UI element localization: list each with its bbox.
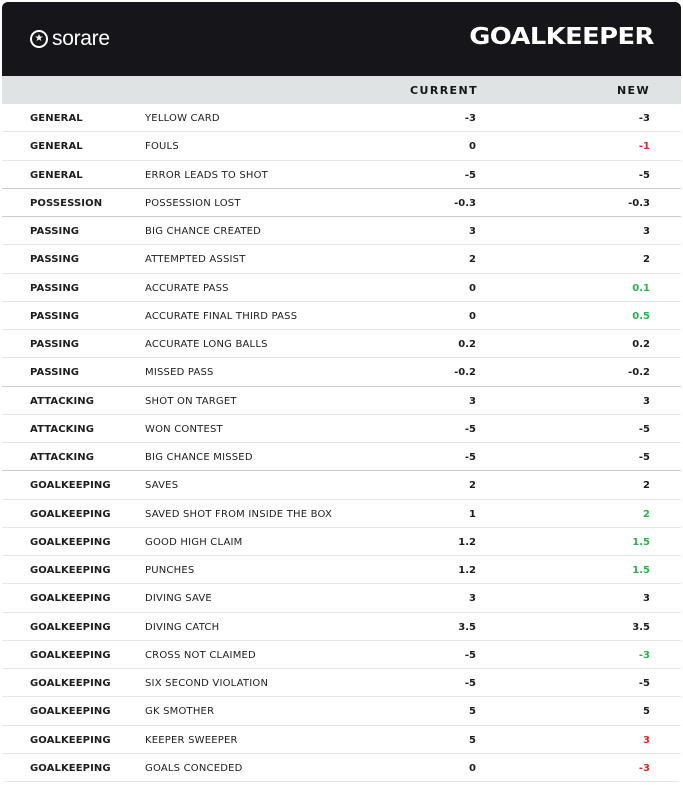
table-row (2, 132, 681, 160)
new-value-cell: 0.2 (632, 339, 650, 350)
new-value-cell: -0.3 (628, 197, 650, 209)
current-value-cell: -3 (464, 113, 476, 124)
current-value-cell: -5 (464, 169, 476, 181)
category-cell: GOALKEEPING (30, 536, 111, 548)
stat-name-cell: GOOD HIGH CLAIM (145, 536, 243, 548)
current-value-cell: 1.2 (458, 536, 476, 548)
table-row (2, 415, 681, 443)
scoring-card (2, 2, 681, 783)
new-value-cell: 2 (643, 480, 650, 492)
stat-name-cell: BIG CHANCE MISSED (145, 452, 253, 463)
new-value-cell: 3 (643, 593, 650, 605)
category-cell: GOALKEEPING (30, 621, 111, 633)
new-value-cell: 2 (643, 508, 650, 520)
category-cell: GOALKEEPING (30, 762, 111, 774)
category-cell: GENERAL (30, 113, 83, 124)
new-value-cell: 3.5 (632, 621, 650, 633)
category-cell: GOALKEEPING (30, 649, 111, 661)
stat-name-cell: WON CONTEST (145, 423, 223, 435)
header-bar (2, 2, 681, 76)
current-value-cell: 0 (469, 310, 476, 322)
category-cell: GENERAL (30, 141, 83, 153)
category-cell: GOALKEEPING (30, 678, 111, 689)
table-row (2, 528, 681, 556)
stat-name-cell: POSSESSION LOST (145, 197, 241, 209)
stat-name-cell: GOALS CONCEDED (145, 762, 243, 774)
stat-name-cell: MISSED PASS (145, 367, 214, 379)
table-row (2, 217, 681, 245)
category-cell: POSSESSION (30, 197, 103, 209)
table-row (2, 302, 681, 330)
column-current: CURRENT (410, 84, 478, 97)
current-value-cell: 2 (469, 480, 476, 492)
new-value-cell: -3 (638, 113, 650, 124)
category-cell: PASSING (30, 339, 80, 350)
category-cell: ATTACKING (30, 395, 95, 407)
category-cell: PASSING (30, 226, 80, 237)
new-value-cell: -5 (638, 452, 650, 463)
category-cell: PASSING (30, 254, 80, 266)
table-row (2, 387, 681, 415)
stat-name-cell: BIG CHANCE CREATED (145, 226, 262, 237)
current-value-cell: -5 (464, 452, 476, 463)
current-value-cell: 3 (469, 395, 476, 407)
stat-name-cell: SAVES (145, 480, 179, 492)
new-value-cell: -3 (638, 649, 650, 661)
stat-name-cell: GK SMOTHER (145, 706, 215, 718)
new-value-cell: -0.2 (628, 367, 650, 379)
table-row (2, 471, 681, 499)
table-row (2, 443, 681, 471)
scoring-table (2, 104, 681, 782)
table-row (2, 669, 681, 697)
table-row (2, 556, 681, 584)
new-value-cell: 5 (643, 706, 650, 718)
current-value-cell: -0.2 (454, 367, 476, 379)
current-value-cell: 1.2 (458, 565, 476, 576)
current-value-cell: 3 (469, 226, 476, 237)
new-value-cell: -5 (638, 423, 650, 435)
stat-name-cell: FOULS (145, 141, 179, 153)
current-value-cell: 3 (469, 593, 476, 605)
category-cell: GOALKEEPING (30, 734, 111, 746)
current-value-cell: 0.2 (458, 339, 476, 350)
new-value-cell: -5 (638, 169, 650, 181)
category-cell: GOALKEEPING (30, 706, 111, 718)
category-cell: GENERAL (30, 169, 83, 181)
current-value-cell: -5 (464, 678, 476, 689)
new-value-cell: -3 (638, 762, 650, 774)
table-row (2, 500, 681, 528)
stat-name-cell: KEEPER SWEEPER (145, 734, 238, 746)
category-cell: PASSING (30, 310, 80, 322)
stat-name-cell: SAVED SHOT FROM INSIDE THE BOX (145, 508, 332, 520)
table-row (2, 358, 681, 386)
table-row (2, 104, 681, 132)
stat-name-cell: SHOT ON TARGET (145, 395, 237, 407)
column-new: NEW (616, 84, 650, 97)
new-value-cell: -5 (638, 678, 650, 689)
table-row (2, 641, 681, 669)
page-title: GOALKEEPER (469, 24, 654, 50)
current-value-cell: 2 (469, 254, 476, 266)
stat-name-cell: DIVING CATCH (145, 621, 220, 633)
new-value-cell: 1.5 (632, 536, 650, 548)
stat-name-cell: ERROR LEADS TO SHOT (145, 169, 268, 181)
stat-name-cell: ACCURATE LONG BALLS (145, 339, 268, 350)
table-row (2, 245, 681, 273)
current-value-cell: 0 (469, 282, 476, 294)
table-row (2, 754, 681, 782)
table-row (2, 584, 681, 612)
new-value-cell: 1.5 (632, 565, 650, 576)
new-value-cell: -1 (638, 141, 650, 153)
table-row (2, 161, 681, 189)
category-cell: GOALKEEPING (30, 593, 111, 605)
table-row (2, 697, 681, 725)
category-cell: GOALKEEPING (30, 480, 111, 492)
category-cell: PASSING (30, 367, 80, 379)
new-value-cell: 0.5 (632, 310, 650, 322)
current-value-cell: 3.5 (458, 621, 476, 633)
current-value-cell: 5 (469, 734, 476, 746)
current-value-cell: 0 (469, 141, 476, 153)
category-cell: GOALKEEPING (30, 508, 111, 520)
stat-name-cell: CROSS NOT CLAIMED (145, 649, 256, 661)
stat-name-cell: ACCURATE FINAL THIRD PASS (145, 310, 298, 322)
current-value-cell: 0 (469, 762, 476, 774)
new-value-cell: 3 (643, 734, 650, 746)
stat-name-cell: DIVING SAVE (145, 593, 212, 605)
current-value-cell: -0.3 (454, 197, 476, 209)
stat-name-cell: ATTEMPTED ASSIST (145, 254, 246, 266)
table-row (2, 274, 681, 302)
new-value-cell: 3 (643, 226, 650, 237)
category-cell: ATTACKING (30, 423, 95, 435)
star-circle-icon: ★ (30, 30, 48, 48)
stat-name-cell: PUNCHES (145, 565, 195, 576)
table-row (2, 613, 681, 641)
current-value-cell: -5 (464, 423, 476, 435)
category-cell: GOALKEEPING (30, 565, 111, 576)
current-value-cell: -5 (464, 649, 476, 661)
new-value-cell: 0.1 (632, 282, 650, 294)
brand-name: sorare (52, 27, 110, 50)
brand-logo (30, 28, 110, 49)
stat-name-cell: YELLOW CARD (145, 113, 220, 124)
category-cell: ATTACKING (30, 452, 95, 463)
stat-name-cell: SIX SECOND VIOLATION (145, 678, 269, 689)
table-row (2, 726, 681, 754)
table-row (2, 189, 681, 217)
category-cell: PASSING (30, 282, 80, 294)
table-row (2, 330, 681, 358)
new-value-cell: 3 (643, 395, 650, 407)
current-value-cell: 1 (469, 508, 476, 520)
column-header (2, 76, 681, 104)
stat-name-cell: ACCURATE PASS (145, 282, 229, 294)
new-value-cell: 2 (643, 254, 650, 266)
current-value-cell: 5 (469, 706, 476, 718)
